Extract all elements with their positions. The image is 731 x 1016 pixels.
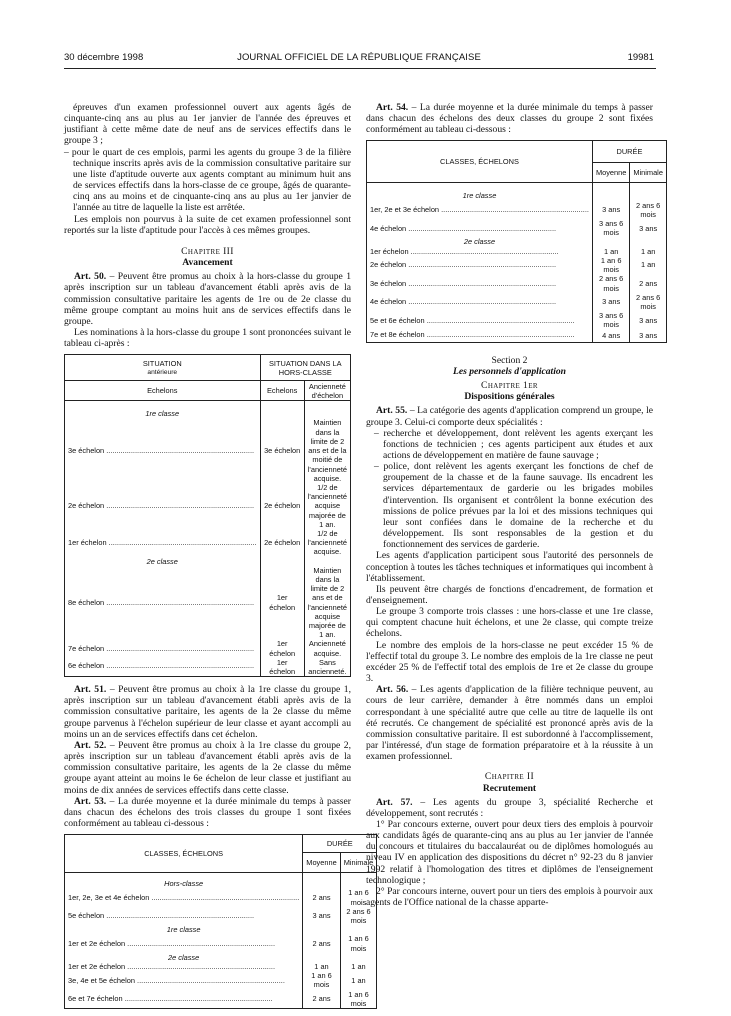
header-page-number: 19981 [627,52,654,63]
article-52: Art. 52. – Peuvent être promus au choix à la 1re classe du groupe 2, après inscription sur un tableau d'avancement établi après avis de la commission consultative paritaire, les agents de la 2e classe du même groupe ayant atteint au moins le 6e échelon de leur classe et justifiant au moins de dix années de services effectifs dans cette classe. [64,739,352,796]
article-56: Art. 56. – Les agents d'application de la filière technique peuvent, au cours de leur carrière, demander à être nommés dans un emploi correspondant à une spécialité autre que celle au titre de laquelle ils ont été recrutés. Ce changement de spécialité est prononcé après avis de la commission consultative paritaire. Il est subordonné à l'accomplissement, par l'intéressé, d'un stage de formation préparatoire et à la réussite à un examen professionnel. [366,684,653,763]
paragraph: Le nombre des emplois de la hors-classe ne peut excéder 15 % de l'effectif total du groupe 3. Le nombre des emplois de la 1re classe ne peut excéder 25 % de l'effectif total des emplois de 1re et 2e classe du groupe 3. [366,639,653,685]
table-durees-groupe-1 [64,834,374,1009]
article-label: Art. 52. [74,739,107,751]
table-class-label: 2e classe [367,237,593,246]
table-row: 7e échelon ..... 1er échelon Ancienneté acquise. [65,639,351,657]
article-label: Art. 56. [376,684,409,696]
table-row: 4e échelon ..... 3 ans 2 ans 6 mois [367,293,667,311]
table-row: 1er échelon ..... 2e échelon 1/2 de l'ancienneté acquise. [65,529,351,557]
table-header: Moyenne [303,853,340,873]
paragraph: 2° Par concours interne, ouvert pour un tiers des emplois à pourvoir aux agents de l'Office national de la chasse apparte- [366,885,653,909]
article-55: Art. 55. – La catégorie des agents d'application comprend un groupe, le groupe 3. Celui-ci comporte deux spécialités : [366,405,654,428]
table-hors-classe-groupe-1 [64,354,351,677]
table-header: SITUATION DANS LA HORS-CLASSE [260,355,350,381]
table-row: 1er échelon ..... 1 an 1 an [367,247,667,256]
paragraph: Les emplois non pourvus à la suite de cet examen professionnel sont reportés sur la liste d'aptitude pour l'accès à ces mêmes groupes. [64,213,351,236]
list-item: – pour le quart de ces emplois, parmi les agents du groupe 3 de la filière technique inscrits après avis de la commission consultative paritaire sur une liste d'aptitude ouverte aux agents comptant au minimum huit ans de services effectifs dans la hors-classe de ce groupe, âgés de quarante-cinq ans au moins et de cinquante-cinq ans au plus au 1er janvier de l'année au titre de laquelle la liste est arrêtée. [64,146,351,214]
article-50: Art. 50. – Peuvent être promus au choix à la hors-classe du groupe 1 après inscription sur un tableau d'avancement établi après avis de la commission consultative paritaire les agents de 1re ou de 2e classe du même groupe comptant au moins huit ans de services effectifs dans le groupe. [64,271,351,327]
table-header: CLASSES, ÉCHELONS [65,835,303,873]
list-item: – recherche et développement, dont relèvent les agents exerçant les fonctions de technicien ; ces agents participent aux études et aux actions de développement en matière de faune sauvage ; [374,427,653,461]
chapter-heading: Chapitre II [484,771,535,783]
article-label: Art. 51. [74,684,107,696]
section-heading: Section 2 [491,354,528,366]
table-class-label: 1re classe [65,925,303,934]
table-class-label: 1re classe [367,183,593,201]
table-durees-groupe-2 [366,140,663,342]
article-54: Art. 54. – La durée moyenne et la durée minimale du temps à passer dans chacun des échelons des deux classes du groupe 2 sont fixées conformément au tableau ci-dessous : [366,102,653,136]
table-class-label: 2e classe [65,557,261,566]
table-row: 1er, 2e et 3e échelon ..... 3 ans 2 ans 6 mois [367,201,667,219]
article-51: Art. 51. – Peuvent être promus au choix à la 1re classe du groupe 1, après inscription sur un tableau d'avancement établi après avis de la commission consultative paritaire, les agents de la 2e classe du même groupe parvenus à l'échelon supérieur de leur classe et ayant accompli au moins un an de services effectifs dans cet échelon. [64,684,352,740]
chapter-heading: Chapitre III [181,245,234,257]
paragraph: Le groupe 3 comporte trois classes : une hors-classe et une 1re classe, qui comptent chacune huit échelons, et une 2e classe, qui compte treize échelons. [366,606,653,640]
chapter-subheading: Dispositions générales [464,391,555,403]
chapter-heading: Chapitre 1er [481,380,538,392]
section-subheading: Les personnels d'application [453,365,566,377]
paragraph: 1° Par concours externe, ouvert pour deux tiers des emplois à pourvoir aux candidats âgés de quarante-cinq ans au plus au 1er janvier de l'année du concours et titulaires du baccalauréat ou de diplômes homologués au niveau IV en application des dispositions du décret n° 92-23 du 8 janvier 1992 relatif à l'homologation des titres et diplômes de l'enseignement technologique ; [366,818,653,886]
table-row: 5e et 6e échelon ..... 3 ans 6 mois 3 ans [367,311,667,329]
page-header [64,52,654,66]
list-item: – police, dont relèvent les agents exerçant les fonctions de chef de groupement de la chasse et de la faune sauvage. Ils encadrent les services départementaux de garderie ou les brigades mobiles d'intervention. Ils organisent et contrôlent la bonne exécution des missions de police prévues par la loi et des missions techniques qui leur sont confiées dans le domaine de la recherche et du développement. Ils sont responsables de la gestion et du fonctionnement des services de garderie. [374,461,653,551]
article-label: Art. 53. [74,795,107,807]
header-date: 30 décembre 1998 [64,52,144,63]
table-class-label: Hors-classe [65,873,303,889]
table-class-label: 1re classe [65,401,261,419]
table-row: 6e échelon ..... 1er échelon Sans ancienneté. [65,658,351,677]
table-row: 6e et 7e échelon ..... 2 ans 1 an 6 mois [65,990,377,1009]
table-row: 3e, 4e et 5e échelon ..... 1 an 6 mois 1 an [65,971,377,989]
table-header: Ancienneté d'échelon [304,381,350,401]
paragraph: Les agents d'application participent sous l'autorité des personnels de conception à toutes les tâches techniques et informatiques qui incombent à l'établissement. [366,550,653,584]
table-header: Echelons [260,381,304,401]
table-header: Moyenne [592,163,629,183]
table-row: 1er, 2e, 3e et 4e échelon ..... 2 ans 1 an 6 mois [65,888,377,906]
table-header: SITUATION antérieure [65,355,261,381]
table-header: Minimale [630,163,667,183]
article-label: Art. 50. [74,271,107,283]
table-row: 3e échelon ..... 2 ans 6 mois 2 ans [367,274,667,292]
table-header: Echelons [65,381,261,401]
article-53: Art. 53. – La durée moyenne et la durée minimale du temps à passer dans chacun des échelons des trois classes du groupe 1 sont fixées conformément au tableau ci-dessous : [64,795,351,830]
chapter-subheading: Recrutement [482,782,537,794]
article-label: Art. 57. [376,796,413,808]
table-row: 4e échelon ..... 3 ans 6 mois 3 ans [367,219,667,237]
table-row: 2e échelon ..... 2e échelon 1/2 de l'ancienneté acquise majorée de 1 an. [65,483,351,529]
paragraph: Ils peuvent être chargés de fonctions d'encadrement, de formation et d'enseignement. [366,583,653,606]
article-label: Art. 54. [376,102,409,113]
table-row: 8e échelon ..... 1er échelon Maintien dans la limite de 2 ans et de l'ancienneté acquise majorée de 1 an. [65,566,351,640]
article-label: Art. 55. [376,405,408,417]
table-row: 3e échelon ..... 3e échelon Maintien dans la limite de 2 ans et de la moitié de l'ancienneté acquise. [65,418,351,482]
chapter-subheading: Avancement [182,257,233,269]
table-row: 2e échelon ..... 1 an 6 mois 1 an [367,256,667,274]
right-column [366,102,663,909]
table-header: Minimale [340,853,377,873]
table-row: 5e échelon ..... 3 ans 2 ans 6 mois [65,907,377,925]
header-rule [64,68,656,69]
table-row: 1er et 2e échelon ..... 1 an 1 an [65,962,377,971]
table-row: 7e et 8e échelon ..... 4 ans 3 ans [367,330,667,343]
header-journal-title: JOURNAL OFFICIEL DE LA RÉPUBLIQUE FRANÇAISE [237,52,481,63]
table-header: DURÉE [303,835,377,853]
table-class-label: 2e classe [65,953,303,962]
paragraph: épreuves d'un examen professionnel ouvert aux agents âgés de cinquante-cinq ans au plus au 1er janvier de l'année des épreuves et justifiant à cette même date de neuf ans de services effectifs dans le groupe 3 ; [64,102,351,147]
article-57: Art. 57. – Les agents du groupe 3, spécialité Recherche et développement, sont recrutés : [366,796,653,819]
table-row: 1er et 2e échelon ..... 2 ans 1 an 6 mois [65,934,377,952]
table-header: CLASSES, ÉCHELONS [367,141,593,183]
table-header: DURÉE [592,141,666,163]
paragraph: Les nominations à la hors-classe du groupe 1 sont prononcées suivant le tableau ci-après : [64,326,351,350]
left-column [64,102,374,1016]
